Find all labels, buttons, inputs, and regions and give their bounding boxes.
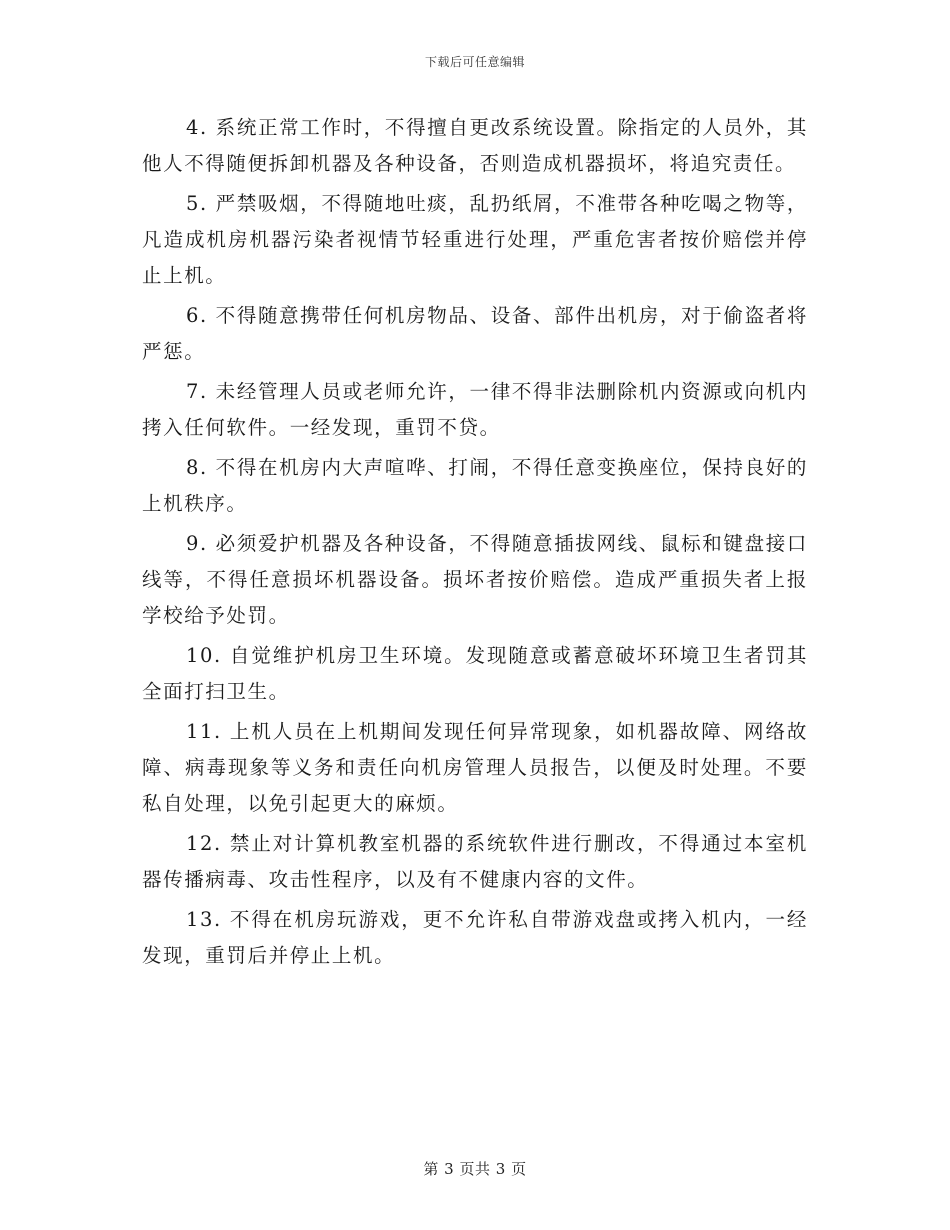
- rule-paragraph-10: 10. 自觉维护机房卫生环境。发现随意或蓄意破坏环境卫生者罚其全面打扫卫生。: [142, 644, 808, 703]
- rule-paragraph-12: 12. 禁止对计算机教室机器的系统软件进行删改，不得通过本室机器传播病毒、攻击性程序，以及有不健康内容的文件。: [142, 832, 808, 891]
- rule-paragraph-11: 11. 上机人员在上机期间发现任何异常现象，如机器故障、网络故障、病毒现象等义务和责任向机房管理人员报告，以便及时处理。不要私自处理，以免引起更大的麻烦。: [142, 720, 808, 815]
- page-header: 下载后可任意编辑: [424, 55, 525, 69]
- rule-paragraph-13: 13. 不得在机房玩游戏，更不允许私自带游戏盘或拷入机内，一经发现，重罚后并停止上机。: [142, 908, 808, 967]
- rule-paragraph-9: 9. 必须爱护机器及各种设备，不得随意插拔网线、鼠标和键盘接口线等，不得任意损坏机器设备。损坏者按价赔偿。造成严重损失者上报学校给予处罚。: [142, 532, 808, 627]
- document-body: [142, 110, 808, 978]
- page-number: 第 3 页共 3 页: [423, 1160, 527, 1178]
- rule-paragraph-6: 6. 不得随意携带任何机房物品、设备、部件出机房，对于偷盗者将严惩。: [142, 304, 808, 363]
- rule-paragraph-4: 4. 系统正常工作时，不得擅自更改系统设置。除指定的人员外，其他人不得随便拆卸机器及各种设备，否则造成机器损坏，将追究责任。: [142, 116, 808, 175]
- rule-paragraph-8: 8. 不得在机房内大声喧哗、打闹，不得任意变换座位，保持良好的上机秩序。: [142, 456, 808, 515]
- rule-paragraph-5: 5. 严禁吸烟，不得随地吐痰，乱扔纸屑，不准带各种吃喝之物等，凡造成机房机器污染者视情节轻重进行处理，严重危害者按价赔偿并停止上机。: [142, 192, 808, 287]
- rule-paragraph-7: 7. 未经管理人员或老师允许，一律不得非法删除机内资源或向机内拷入任何软件。一经发现，重罚不贷。: [142, 380, 808, 439]
